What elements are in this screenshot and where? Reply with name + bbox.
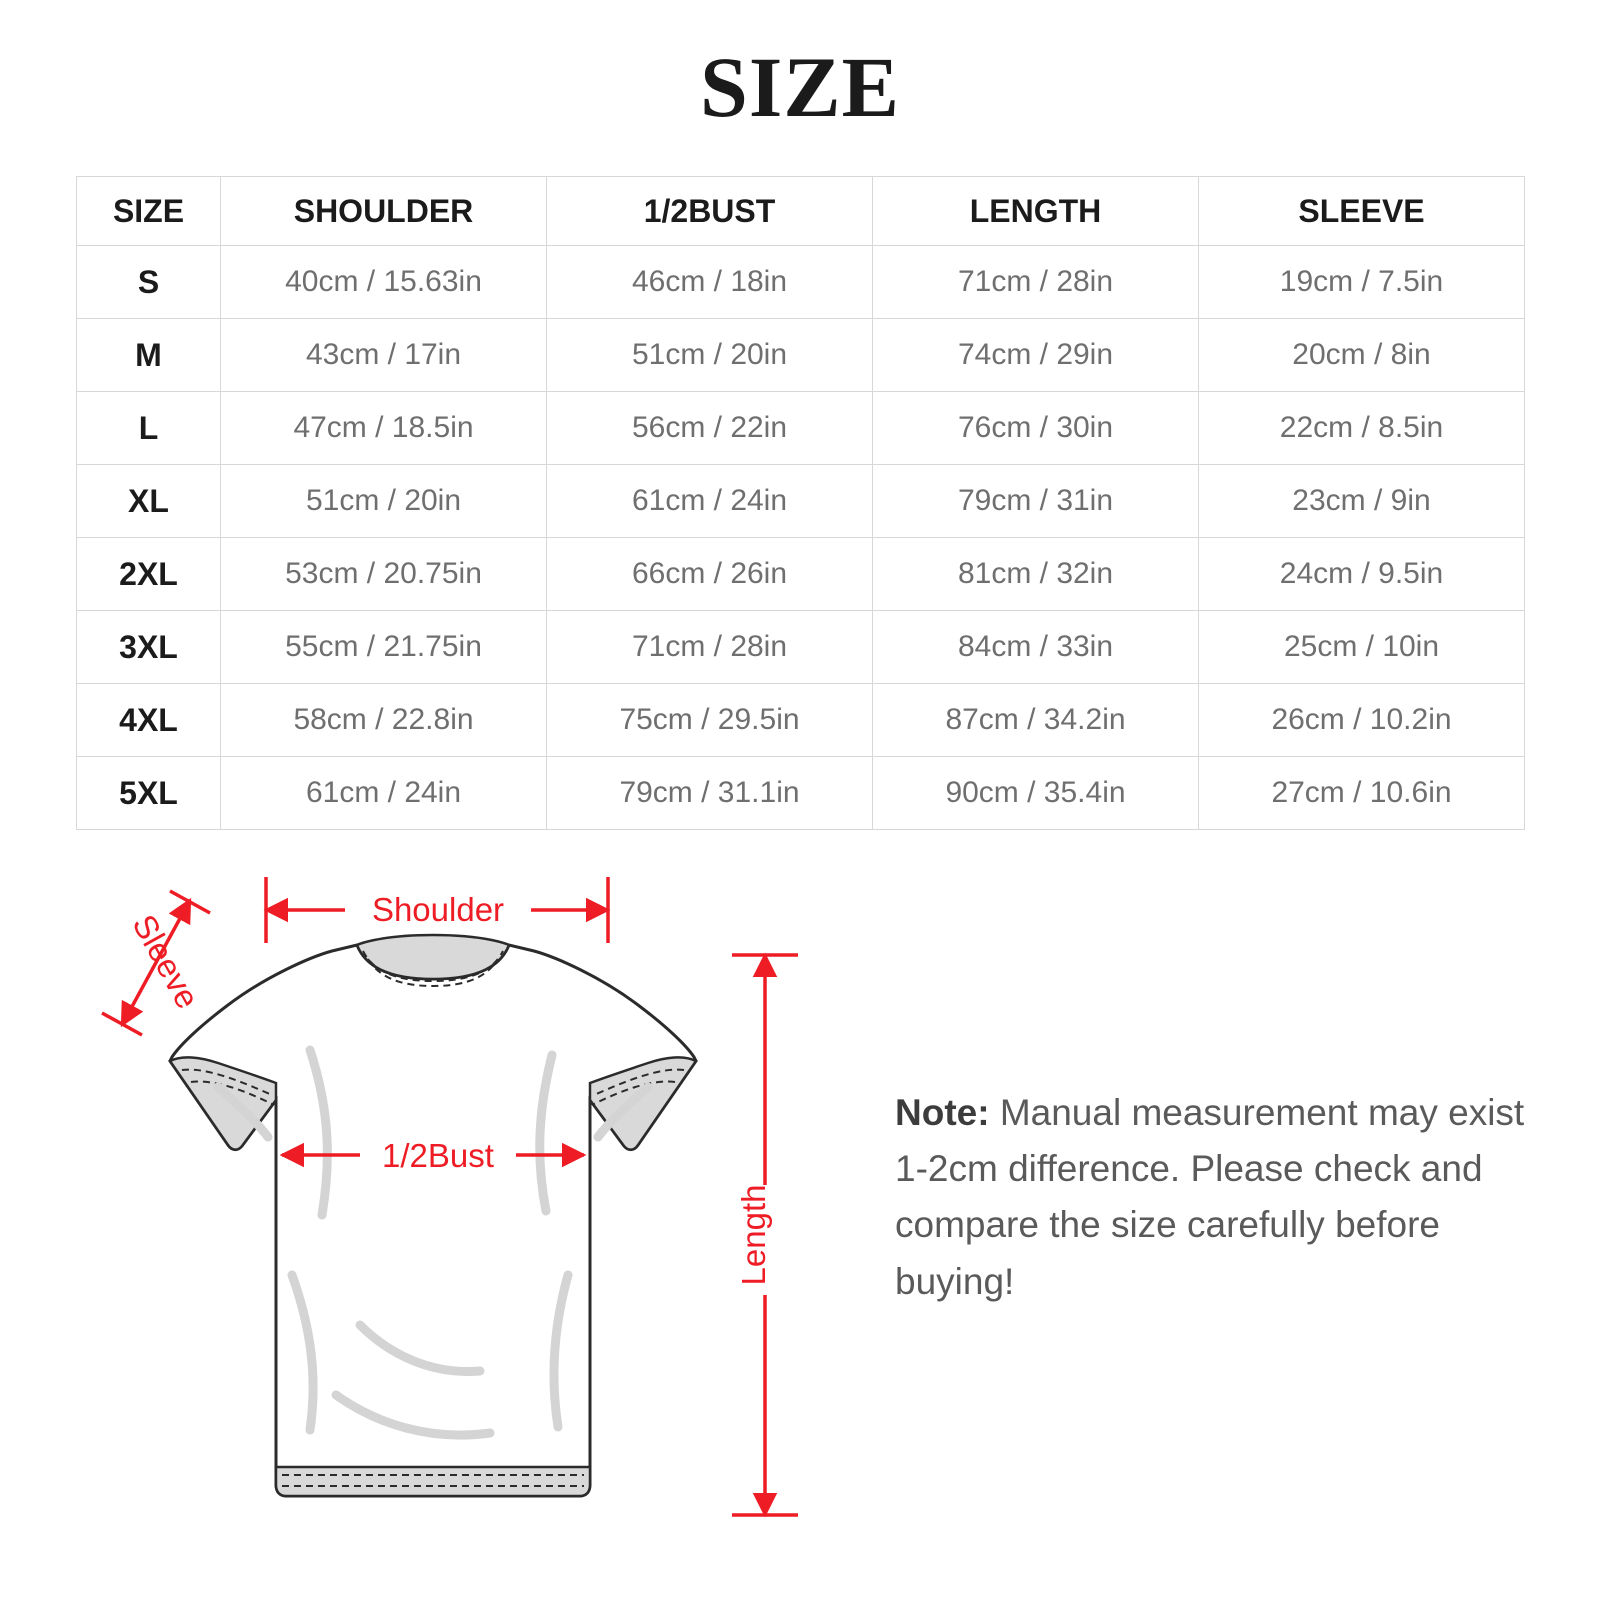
cell-length: 71cm / 28in — [873, 246, 1199, 319]
cell-shoulder: 53cm / 20.75in — [221, 538, 547, 611]
hem — [276, 1467, 590, 1496]
cell-shoulder: 58cm / 22.8in — [221, 684, 547, 757]
cell-bust: 56cm / 22in — [547, 392, 873, 465]
cell-length: 76cm / 30in — [873, 392, 1199, 465]
cell-bust: 75cm / 29.5in — [547, 684, 873, 757]
cell-size: 4XL — [77, 684, 221, 757]
cell-bust: 79cm / 31.1in — [547, 757, 873, 830]
cell-size: 2XL — [77, 538, 221, 611]
table-body — [77, 246, 1525, 830]
column-header-shoulder: SHOULDER — [221, 177, 547, 246]
cell-sleeve: 23cm / 9in — [1199, 465, 1525, 538]
cell-bust: 51cm / 20in — [547, 319, 873, 392]
cell-shoulder: 61cm / 24in — [221, 757, 547, 830]
table-row — [77, 684, 1525, 757]
cell-sleeve: 26cm / 10.2in — [1199, 684, 1525, 757]
cell-length: 81cm / 32in — [873, 538, 1199, 611]
table-row — [77, 465, 1525, 538]
table-header — [77, 177, 1525, 246]
column-header-size: SIZE — [77, 177, 221, 246]
shoulder-label: Shoulder — [371, 891, 505, 928]
cell-sleeve: 19cm / 7.5in — [1199, 246, 1525, 319]
note-text: Manual measurement may exist 1-2cm difference. Please check and compare the size carefully before buying! — [895, 1092, 1525, 1302]
cell-size: S — [77, 246, 221, 319]
cell-sleeve: 22cm / 8.5in — [1199, 392, 1525, 465]
page-title: SIZE — [699, 39, 901, 135]
cell-sleeve: 27cm / 10.6in — [1199, 757, 1525, 830]
table-header-row — [77, 177, 1525, 246]
size-chart-table — [76, 176, 1525, 830]
cell-size: 3XL — [77, 611, 221, 684]
cell-size: 5XL — [77, 757, 221, 830]
table-row — [77, 757, 1525, 830]
sleeve-label: Sleeve — [125, 908, 207, 1015]
cell-bust: 71cm / 28in — [547, 611, 873, 684]
table-row — [77, 392, 1525, 465]
cell-shoulder: 40cm / 15.63in — [221, 246, 547, 319]
cell-length: 84cm / 33in — [873, 611, 1199, 684]
table-row — [77, 319, 1525, 392]
cell-sleeve: 24cm / 9.5in — [1199, 538, 1525, 611]
tshirt-outline — [170, 945, 696, 1496]
cell-length: 74cm / 29in — [873, 319, 1199, 392]
cell-shoulder: 51cm / 20in — [221, 465, 547, 538]
column-header-length: LENGTH — [873, 177, 1199, 246]
cell-bust: 61cm / 24in — [547, 465, 873, 538]
cell-length: 79cm / 31in — [873, 465, 1199, 538]
cell-shoulder: 55cm / 21.75in — [221, 611, 547, 684]
column-header-bust: 1/2BUST — [547, 177, 873, 246]
cell-sleeve: 20cm / 8in — [1199, 319, 1525, 392]
cell-size: M — [77, 319, 221, 392]
cell-size: L — [77, 392, 221, 465]
table-row — [77, 538, 1525, 611]
cell-size: XL — [77, 465, 221, 538]
cell-sleeve: 25cm / 10in — [1199, 611, 1525, 684]
cell-shoulder: 43cm / 17in — [221, 319, 547, 392]
note-label: Note: — [895, 1092, 990, 1133]
cell-length: 90cm / 35.4in — [873, 757, 1199, 830]
cell-shoulder: 47cm / 18.5in — [221, 392, 547, 465]
note-block — [895, 1085, 1535, 1310]
bust-label: 1/2Bust — [382, 1137, 494, 1174]
table-row — [77, 246, 1525, 319]
cell-bust: 66cm / 26in — [547, 538, 873, 611]
table-row — [77, 611, 1525, 684]
column-header-sleeve: SLEEVE — [1199, 177, 1525, 246]
cell-bust: 46cm / 18in — [547, 246, 873, 319]
tshirt-measurement-diagram — [60, 855, 850, 1555]
cell-length: 87cm / 34.2in — [873, 684, 1199, 757]
length-label: Length — [735, 1184, 772, 1286]
